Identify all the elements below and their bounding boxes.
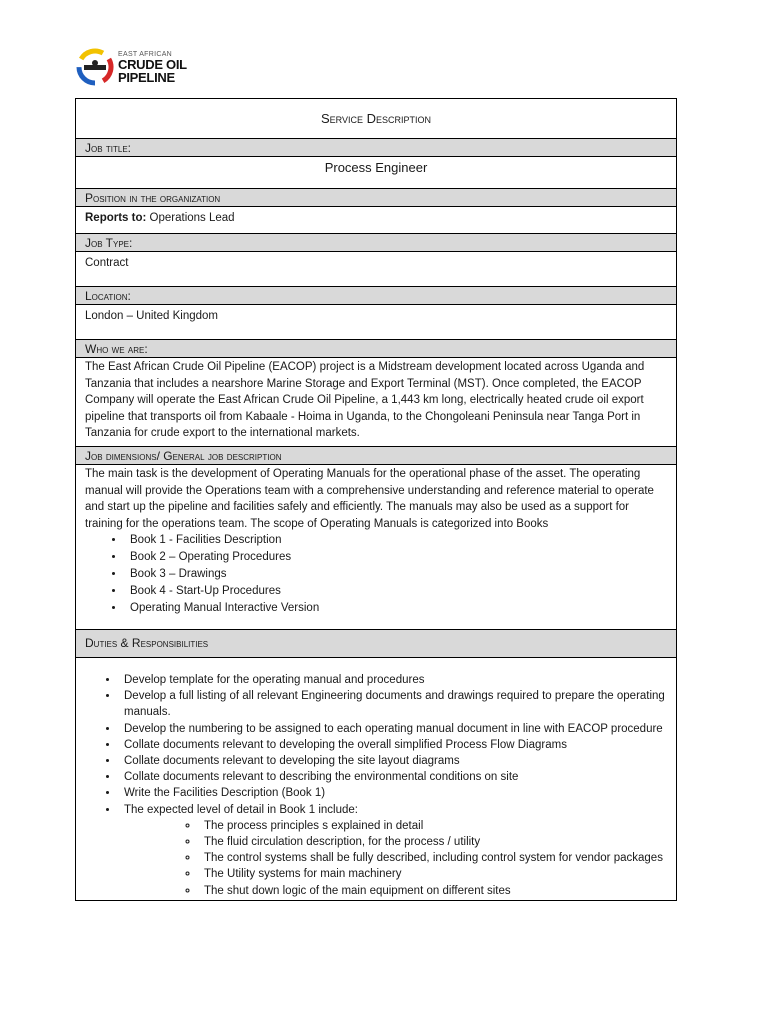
document-title: Service Description: [76, 99, 676, 139]
list-item: ◦ The Utility systems for main machinery: [199, 866, 674, 882]
job-title-value: Process Engineer: [76, 157, 676, 189]
book1-detail-list: [76, 818, 674, 899]
location-value: London – United Kingdom: [76, 305, 676, 340]
service-description-table: [75, 98, 677, 901]
logo-line-3: PIPELINE: [118, 69, 175, 85]
location-header: Location:: [76, 287, 676, 305]
list-item: • Book 4 - Start-Up Procedures: [125, 583, 667, 600]
who-we-are-text: The East African Crude Oil Pipeline (EACOP) project is a Midstream development located across Uganda and Tanzania that includes a nearshore Marine Storage and Export Terminal (MST). Once completed, the EACOP Company will operate the East African Crude Oil Pipeline, a 1,443 km long, electrically heated crude oil export pipeline that transports oil from Kabaale - Hoima in Uganda, to the Chongoleani Peninsula near Tanga Port in Tanzania for crude export to the international markets.: [76, 358, 676, 447]
list-item: ◦ The fluid circulation description, for the process / utility: [199, 834, 674, 850]
list-item: • Book 2 – Operating Procedures: [125, 549, 667, 566]
list-item: ◦ The control systems shall be fully described, including control system for vendor packages: [199, 850, 674, 866]
job-dimensions-header: Job dimensions/ General job description: [76, 447, 676, 465]
list-item: ◦ The shut down logic of the main equipment on different sites: [199, 883, 674, 899]
duties-list: [76, 672, 674, 818]
list-item: • Book 3 – Drawings: [125, 566, 667, 583]
who-we-are-header: Who we are:: [76, 340, 676, 358]
list-item: • Develop the numbering to be assigned to each operating manual document in line with EACOP procedure: [119, 721, 674, 737]
list-item: ◦ The process principles s explained in detail: [199, 818, 674, 834]
job-type-header: Job Type:: [76, 234, 676, 252]
list-item: • Operating Manual Interactive Version: [125, 600, 667, 617]
reports-to-value: Operations Lead: [149, 212, 235, 224]
duties-body: [76, 658, 676, 900]
job-type-value: Contract: [76, 252, 676, 287]
logo-line-2: CRUDE OIL: [118, 56, 187, 72]
list-item: • Collate documents relevant to describing the environmental conditions on site: [119, 769, 674, 785]
job-dimensions-text: The main task is the development of Operating Manuals for the operational phase of the asset. The operating manual will provide the Operations team with a comprehensive understanding and reference material to operate and start up the pipeline and facilities safely and efficiently. The manuals may also be used as a support for training for the operations team. The scope of Operating Manuals is categorized into Books: [85, 468, 654, 530]
duties-header: Duties & Responsibilities: [76, 630, 676, 658]
list-item: • Collate documents relevant to developing the site layout diagrams: [119, 753, 674, 769]
job-title-header: Job title:: [76, 139, 676, 157]
list-item: • Develop a full listing of all relevant Engineering documents and drawings required to prepare the operating manuals.: [119, 688, 674, 720]
reports-to-row: [76, 207, 676, 234]
position-header: Position in the organization: [76, 189, 676, 207]
reports-to-label: Reports to:: [85, 212, 147, 224]
pipeline-logo-icon: [76, 48, 114, 86]
books-list: [85, 532, 667, 617]
list-item: • The expected level of detail in Book 1 include:: [119, 802, 674, 818]
logo-line-1: EAST AFRICAN: [118, 50, 173, 58]
list-item: • Write the Facilities Description (Book 1): [119, 785, 674, 801]
list-item: • Develop template for the operating manual and procedures: [119, 672, 674, 688]
job-dimensions-body: [76, 465, 676, 630]
list-item: • Collate documents relevant to developing the overall simplified Process Flow Diagrams: [119, 737, 674, 753]
company-logo: [76, 48, 187, 86]
list-item: • Book 1 - Facilities Description: [125, 532, 667, 549]
